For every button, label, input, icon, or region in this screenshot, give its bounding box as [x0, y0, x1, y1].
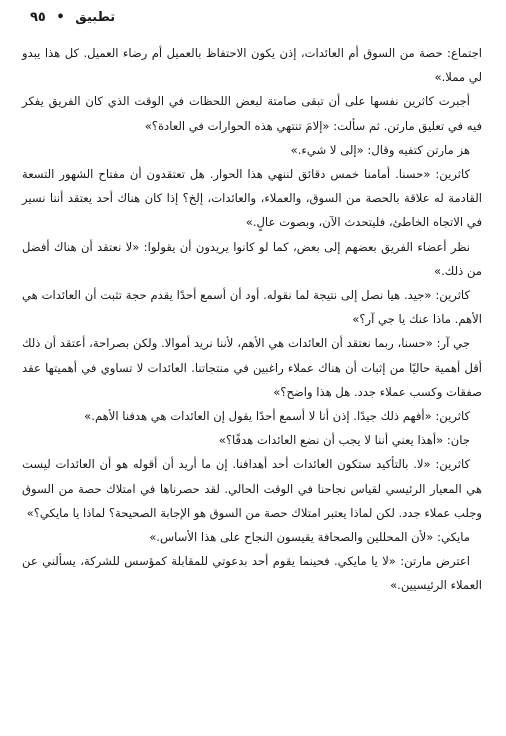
- paragraph: هز مارتن كتفيه وقال: «إلى لا شيء.»: [290, 142, 470, 157]
- paragraph: مايكي: «لأن المحللين والصحافة يقيسون النجاح على هذا الأساس.»: [149, 530, 470, 545]
- paragraph: كاثرين: «جيد. هيا نصل إلى نتيجة لما نقوله. أود أن أسمع أحدًا يقدم حجة تثبت أن العائدات هي الأهم. ماذا عنك يا جي آر؟»: [22, 288, 482, 327]
- paragraph: جي آر: «حسنا، ربما نعتقد أن العائدات هي الأهم، لأننا نريد أموالا. ولكن بصراحة، أعتقد أن ذلك أقل أهمية حاليًا من إثبات أن هناك عملاء راغبين في منتجاتنا. العائدات لا تساوي في أهميتها عقد صفقات وكسب عملاء جدد. هل هذا واضح؟»: [22, 336, 482, 399]
- paragraph: اعترض مارتن: «لا يا مايكي. فحينما يقوم أحد بدعوتي للمقابلة كمؤسس للشركة، يسألني عن العملاء الرئيسيين.»: [22, 554, 482, 593]
- paragraph: اجتماع: حصة من السوق أم العائدات، إذن يكون الاحتفاظ بالعميل أم رضاء العميل. كل هذا يبدو لي مملا.»: [22, 46, 482, 85]
- paragraph: جان: «أهذا يعني أننا لا يجب أن نضع العائدات هدفًا؟»: [218, 433, 470, 448]
- page-number: ٩٥: [30, 10, 46, 25]
- page-body: [22, 41, 482, 598]
- page-header: [30, 10, 476, 32]
- paragraph: كاثرين: «لا. بالتأكيد ستكون العائدات أحد أهدافنا. إن ما أريد أن أقوله هو أن العائدات ليست هي المعيار الرئيسي لقياس نجاحنا في الوقت الحالي. لقد حصرناها في امتلاك حصة من السوق وجلب عملاء جدد. لكن لماذا يعتبر امتلاك حصة من السوق هو الإجابة الصحيحة؟ لماذا يا مايكي؟»: [22, 457, 482, 520]
- paragraph: نظر أعضاء الفريق بعضهم إلى بعض، كما لو كانوا يريدون أن يقولوا: «لا نعتقد أن هناك أفضل من ذلك.»: [22, 239, 482, 278]
- paragraph: كاثرين: «أفهم ذلك جيدًا. إذن أنا لا أسمع أحدًا يقول إن العائدات هي هدفنا الأهم.»: [84, 409, 470, 424]
- paragraph: كاثرين: «حسنا. أمامنا خمس دقائق لننهي هذا الحوار. هل تعتقدون أن مفتاح الشهور التسعة القادمة له علاقة بالحصة من السوق، والعملاء، والعائدات، إلخ؟ إذا كان هناك أحد يعتقد أننا نسير في الاتجاه الخاطئ، فليتحدث الآن، وبصوت عالٍ.»: [22, 167, 482, 230]
- header-separator: •: [56, 10, 65, 25]
- chapter-title: تطبيق: [75, 10, 116, 25]
- paragraph: أجبرت كاثرين نفسها على أن تبقى صامتة لبعض اللحظات في الوقت الذي كان الفريق يفكر فيه في تعليق مارتن. ثم سألت: «إلامَ تنتهي هذه الحوارات في العادة؟»: [22, 94, 482, 133]
